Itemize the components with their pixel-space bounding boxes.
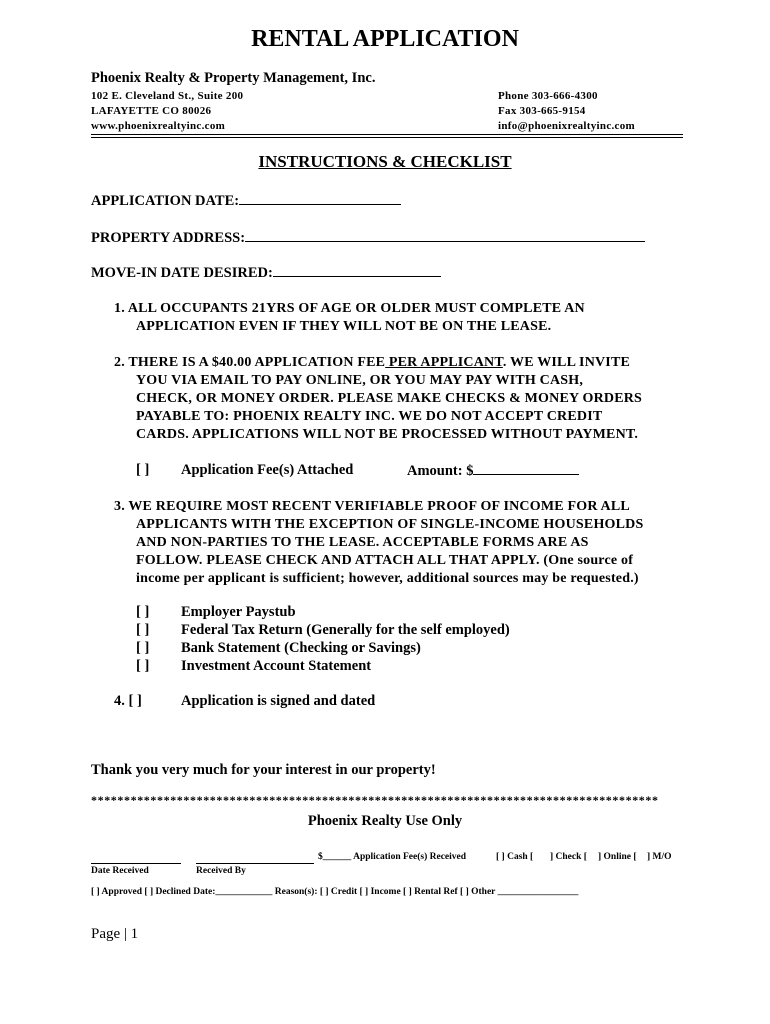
- property-address-field[interactable]: [91, 229, 645, 247]
- income-option-label: Employer Paystub: [181, 604, 296, 620]
- received-by-line[interactable]: [196, 863, 314, 864]
- company-name: Phoenix Realty & Property Management, Inc.: [91, 70, 376, 86]
- page-number: Page | 1: [91, 926, 139, 942]
- item-3-line-4: FOLLOW. PLEASE CHECK AND ATTACH ALL THAT APPLY. (One source of: [136, 553, 634, 568]
- amount-label: Amount: $: [407, 463, 474, 479]
- property-address-blank[interactable]: [245, 229, 645, 242]
- income-option-label: Bank Statement (Checking or Savings): [181, 640, 421, 656]
- amount-field[interactable]: [407, 462, 579, 480]
- money-order-option[interactable]: ] M/O: [647, 852, 672, 862]
- header-divider-top: [91, 134, 683, 135]
- date-received-label: Date Received: [91, 866, 149, 876]
- income-option-label: Federal Tax Return (Generally for the self employed): [181, 622, 510, 638]
- income-option-checkbox[interactable]: [ ]: [136, 604, 150, 620]
- item-3-line-3: AND NON-PARTIES TO THE LEASE. ACCEPTABLE FORMS ARE AS: [136, 535, 589, 550]
- per-applicant-emphasis: PER APPLICANT: [385, 355, 503, 370]
- company-address-line1: 102 E. Cleveland St., Suite 200: [91, 90, 244, 102]
- office-use-title: Phoenix Realty Use Only: [307, 813, 463, 829]
- amount-blank[interactable]: [473, 462, 579, 475]
- company-fax: Fax 303-665-9154: [498, 105, 586, 117]
- date-received-line[interactable]: [91, 863, 181, 864]
- signed-dated-label: Application is signed and dated: [181, 693, 376, 709]
- application-date-label: APPLICATION DATE:: [91, 193, 240, 209]
- item-2-line-3: CHECK, OR MONEY ORDER. PLEASE MAKE CHECKS & MONEY ORDERS: [136, 391, 643, 406]
- instruction-item-2: [114, 354, 642, 444]
- received-by-label: Received By: [196, 866, 246, 876]
- income-option-checkbox[interactable]: [ ]: [136, 640, 150, 656]
- item-3-line-1: 3. WE REQUIRE MOST RECENT VERIFIABLE PROOF OF INCOME FOR ALL: [114, 499, 630, 514]
- application-date-blank[interactable]: [239, 192, 401, 205]
- fee-attached-checkbox[interactable]: [ ]: [136, 462, 150, 478]
- thank-you-note: Thank you very much for your interest in our property!: [91, 762, 436, 778]
- item-2-line-2: YOU VIA EMAIL TO PAY ONLINE, OR YOU MAY PAY WITH CASH,: [136, 373, 584, 388]
- cash-option[interactable]: [ ] Cash [: [496, 852, 534, 862]
- move-in-date-label: MOVE-IN DATE DESIRED:: [91, 265, 273, 281]
- instruction-item-1: [114, 300, 585, 336]
- company-phone: Phone 303-666-4300: [498, 90, 598, 102]
- approval-row[interactable]: [ ] Approved [ ] Declined Date:____________ Reason(s): [ ] Credit [ ] Income [ ] Rental Ref [ ] Other _________________: [91, 887, 579, 897]
- company-website[interactable]: www.phoenixrealtyinc.com: [91, 120, 226, 132]
- income-option-label: Investment Account Statement: [181, 658, 372, 674]
- item-2-line-5: CARDS. APPLICATIONS WILL NOT BE PROCESSED WITHOUT PAYMENT.: [136, 427, 639, 442]
- header-divider-bottom: [91, 137, 683, 138]
- move-in-date-blank[interactable]: [273, 264, 441, 277]
- item-1-line-1: 1. ALL OCCUPANTS 21YRS OF AGE OR OLDER MUST COMPLETE AN: [114, 301, 585, 316]
- company-address-line2: LAFAYETTE CO 80026: [91, 105, 212, 117]
- office-use-divider: **************************************************************************************: [91, 793, 659, 807]
- section-title: INSTRUCTIONS & CHECKLIST: [258, 152, 512, 171]
- item-2-line-4: PAYABLE TO: PHOENIX REALTY INC. WE DO NOT ACCEPT CREDIT: [136, 409, 603, 424]
- property-address-label: PROPERTY ADDRESS:: [91, 230, 246, 246]
- check-option[interactable]: ] Check [: [550, 852, 587, 862]
- application-date-field[interactable]: [91, 192, 401, 210]
- item-2-line-1: 2. THERE IS A $40.00 APPLICATION FEE PER APPLICANT. WE WILL INVITE: [114, 355, 631, 370]
- document-title: RENTAL APPLICATION: [251, 26, 519, 52]
- move-in-date-field[interactable]: [91, 264, 441, 282]
- instruction-item-3: [114, 498, 643, 588]
- fee-attached-label: Application Fee(s) Attached: [181, 462, 354, 478]
- item-3-line-5: income per applicant is sufficient; however, additional sources may be requested.): [136, 571, 639, 586]
- item-1-line-2: APPLICATION EVEN IF THEY WILL NOT BE ON THE LEASE.: [136, 319, 552, 334]
- income-option-checkbox[interactable]: [ ]: [136, 658, 150, 674]
- income-option-checkbox[interactable]: [ ]: [136, 622, 150, 638]
- fee-received-text: $______ Application Fee(s) Received: [318, 852, 467, 862]
- online-option[interactable]: ] Online [: [598, 852, 637, 862]
- company-email[interactable]: info@phoenixrealtyinc.com: [498, 120, 635, 132]
- item-3-line-2: APPLICANTS WITH THE EXCEPTION OF SINGLE-INCOME HOUSEHOLDS: [136, 517, 644, 532]
- signed-dated-checkbox[interactable]: 4. [ ]: [114, 693, 142, 709]
